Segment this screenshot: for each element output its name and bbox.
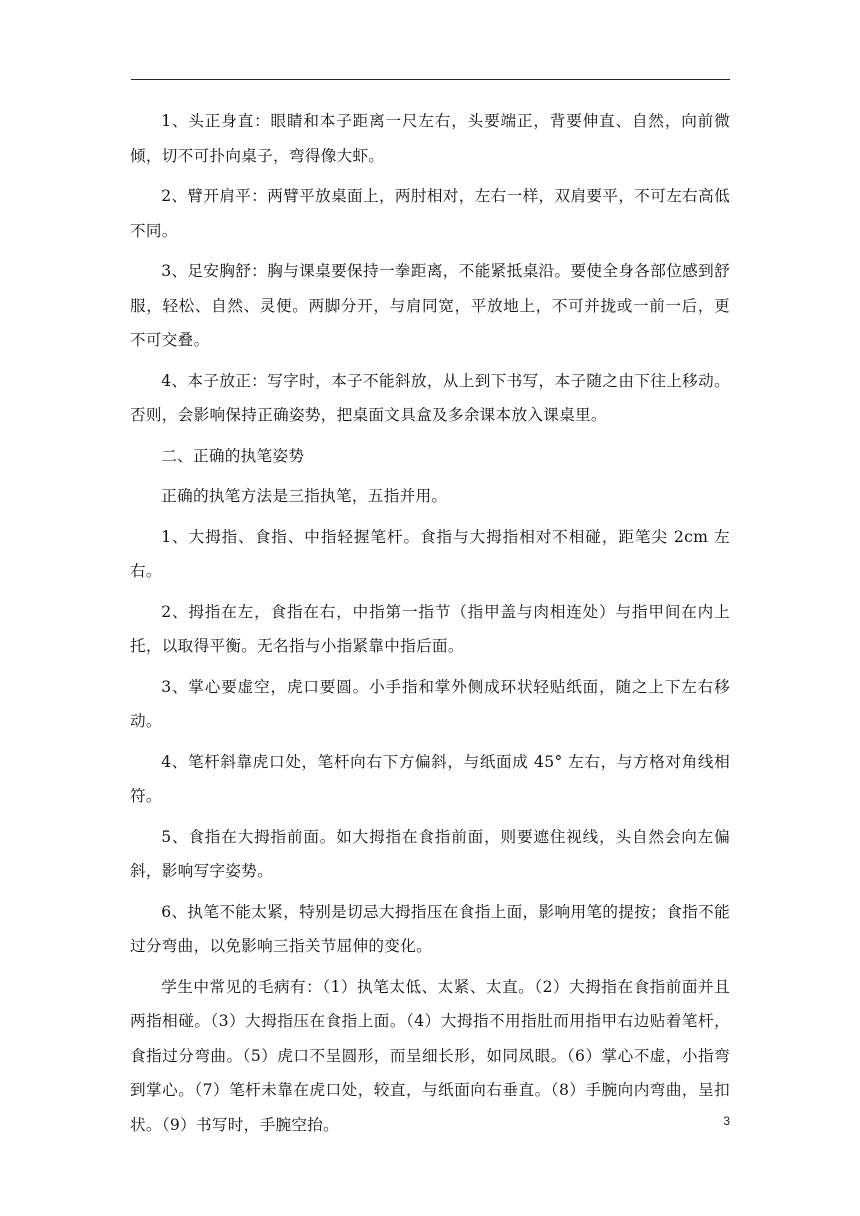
paragraph-grip-6: 6、执笔不能太紧，特别是切忌大拇指压在食指上面，影响用笔的提按；食指不能过分弯曲，以免影响三指关节屈伸的变化。 <box>130 902 730 955</box>
paragraph-grip-4: 4、笔杆斜靠虎口处，笔杆向右下方偏斜，与纸面成 45° 左右，与方格对角线相符。 <box>130 752 730 805</box>
paragraph-common-mistakes: 学生中常见的毛病有：（1）执笔太低、太紧、太直。（2）大拇指在食指前面并且两指相碰。（3）大拇指压在食指上面。（4）大拇指不用指肚而用指甲右边贴着笔杆，食指过分弯曲。（5）虎口不呈圆形，而呈细长形，如同凤眼。（6）掌心不虚，小指弯到掌心。（7）笔杆未靠在虎口处，较直，与纸面向右垂直。（8）手腕向内弯曲，呈扣状。（9）书写时，手腕空抬。 <box>130 977 730 1134</box>
paragraph-grip-intro: 正确的执笔方法是三指执笔，五指并用。 <box>161 487 448 505</box>
paragraph-posture-feet: 3、足安胸舒：胸与课桌要保持一拳距离，不能紧抵桌沿。要使全身各部位感到舒服，轻松、自然、灵便。两脚分开，与肩同宽，平放地上，不可并拢或一前一后，更不可交叠。 <box>130 262 730 349</box>
paragraph-posture-head: 1、头正身直：眼睛和本子距离一尺左右，头要端正，背要伸直、自然，向前微倾，切不可扑向桌子，弯得像大虾。 <box>130 112 730 165</box>
header-rule <box>131 79 730 80</box>
paragraph-posture-arms: 2、臂开肩平：两臂平放桌面上，两肘相对，左右一样，双肩要平，不可左右高低不同。 <box>130 187 730 240</box>
page-number: 3 <box>723 1114 730 1128</box>
document-body <box>130 104 730 1148</box>
section-heading-pen-grip: 二、正确的执笔姿势 <box>161 446 305 465</box>
paragraph-grip-2: 2、拇指在左，食指在右，中指第一指节（指甲盖与肉相连处）与指甲间在内上托，以取得平衡。无名指与小指紧靠中指后面。 <box>130 602 730 655</box>
paragraph-grip-5: 5、食指在大拇指前面。如大拇指在食指前面，则要遮住视线，头自然会向左偏斜，影响写字姿势。 <box>130 827 730 880</box>
paragraph-posture-notebook: 4、本子放正：写字时，本子不能斜放，从上到下书写，本子随之由下往上移动。否则，会影响保持正确姿势，把桌面文具盒及多余课本放入课桌里。 <box>130 371 730 424</box>
paragraph-grip-1: 1、大拇指、食指、中指轻握笔杆。食指与大拇指相对不相碰，距笔尖 2cm 左右。 <box>130 527 730 580</box>
paragraph-grip-3: 3、掌心要虚空，虎口要圆。小手指和掌外侧成环状轻贴纸面，随之上下左右移动。 <box>130 677 730 730</box>
